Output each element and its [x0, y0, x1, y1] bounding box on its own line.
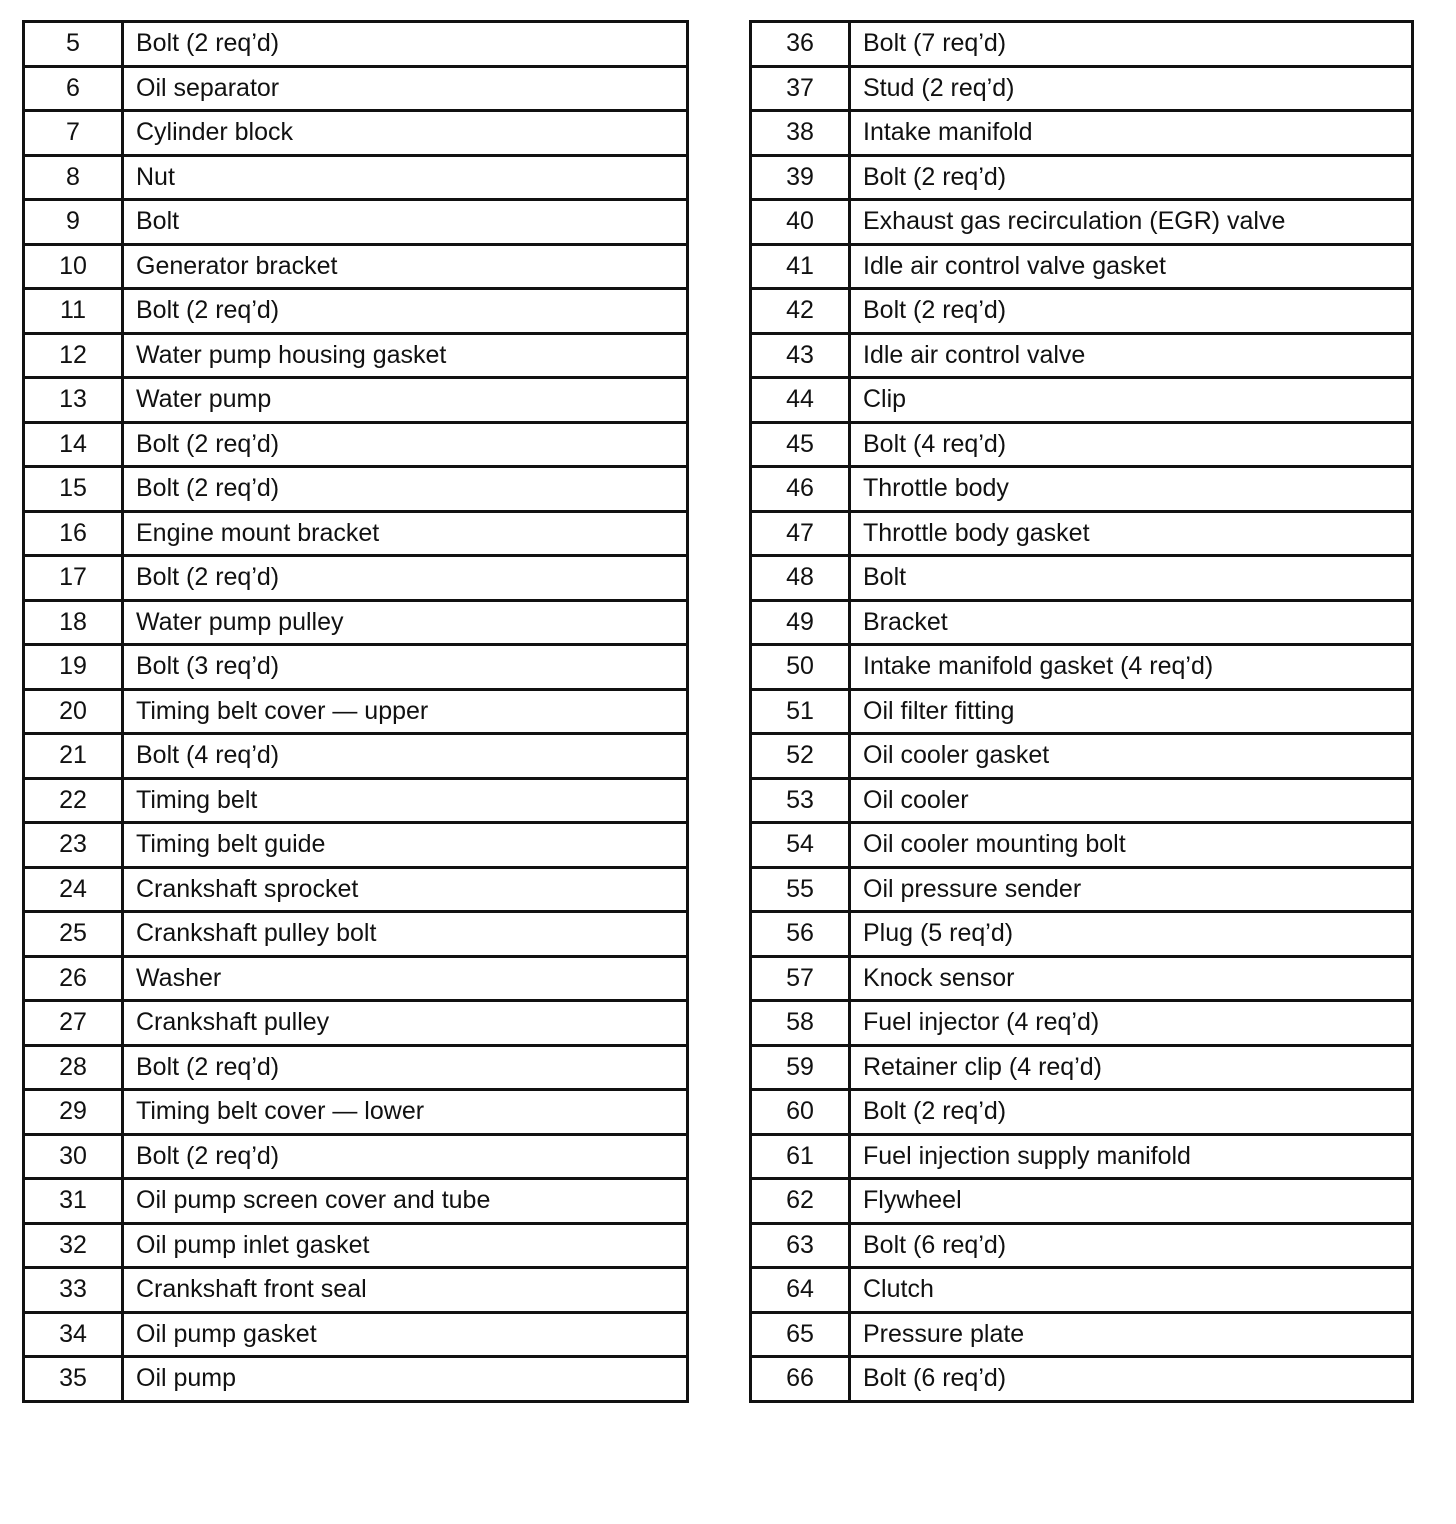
part-number: 6	[24, 66, 123, 111]
part-number: 48	[751, 556, 850, 601]
part-number: 47	[751, 511, 850, 556]
table-row	[751, 111, 1413, 156]
part-description: Bolt (2 req’d)	[123, 422, 688, 467]
part-description: Bolt (4 req’d)	[850, 422, 1413, 467]
part-number: 31	[24, 1179, 123, 1224]
part-description: Pressure plate	[850, 1312, 1413, 1357]
part-number: 34	[24, 1312, 123, 1357]
table-row	[751, 556, 1413, 601]
part-description: Oil pump screen cover and tube	[123, 1179, 688, 1224]
table-row	[24, 422, 688, 467]
part-number: 5	[24, 22, 123, 67]
part-description: Oil pressure sender	[850, 867, 1413, 912]
part-description: Engine mount bracket	[123, 511, 688, 556]
part-number: 7	[24, 111, 123, 156]
table-row	[24, 467, 688, 512]
part-number: 57	[751, 956, 850, 1001]
table-row	[751, 1357, 1413, 1402]
part-description: Bolt (2 req’d)	[850, 155, 1413, 200]
part-number: 54	[751, 823, 850, 868]
parts-table-left-body	[24, 22, 688, 1402]
part-description: Intake manifold gasket (4 req’d)	[850, 645, 1413, 690]
part-description: Bolt	[850, 556, 1413, 601]
part-description: Crankshaft front seal	[123, 1268, 688, 1313]
table-row	[751, 956, 1413, 1001]
table-row	[24, 511, 688, 556]
part-description: Generator bracket	[123, 244, 688, 289]
table-row	[751, 378, 1413, 423]
part-number: 51	[751, 689, 850, 734]
table-row	[24, 1357, 688, 1402]
part-description: Bolt (2 req’d)	[123, 1134, 688, 1179]
part-number: 22	[24, 778, 123, 823]
part-description: Fuel injector (4 req’d)	[850, 1001, 1413, 1046]
part-description: Bolt (2 req’d)	[123, 1045, 688, 1090]
part-number: 58	[751, 1001, 850, 1046]
table-row	[751, 200, 1413, 245]
part-description: Bolt (7 req’d)	[850, 22, 1413, 67]
part-number: 11	[24, 289, 123, 334]
part-description: Bolt (2 req’d)	[123, 22, 688, 67]
part-description: Cylinder block	[123, 111, 688, 156]
part-description: Flywheel	[850, 1179, 1413, 1224]
table-row	[24, 22, 688, 67]
part-description: Oil cooler gasket	[850, 734, 1413, 779]
part-number: 46	[751, 467, 850, 512]
part-number: 9	[24, 200, 123, 245]
table-row	[24, 1268, 688, 1313]
part-description: Idle air control valve	[850, 333, 1413, 378]
table-row	[751, 1090, 1413, 1135]
part-description: Intake manifold	[850, 111, 1413, 156]
part-number: 17	[24, 556, 123, 601]
part-description: Bolt (6 req’d)	[850, 1223, 1413, 1268]
part-description: Retainer clip (4 req’d)	[850, 1045, 1413, 1090]
part-number: 61	[751, 1134, 850, 1179]
part-number: 8	[24, 155, 123, 200]
part-number: 10	[24, 244, 123, 289]
part-description: Bolt (2 req’d)	[123, 289, 688, 334]
table-row	[751, 1045, 1413, 1090]
table-row	[24, 378, 688, 423]
table-row	[751, 1134, 1413, 1179]
table-row	[751, 22, 1413, 67]
part-description: Crankshaft pulley bolt	[123, 912, 688, 957]
part-description: Stud (2 req’d)	[850, 66, 1413, 111]
part-number: 49	[751, 600, 850, 645]
part-description: Bolt (2 req’d)	[850, 1090, 1413, 1135]
table-row	[24, 734, 688, 779]
part-description: Crankshaft sprocket	[123, 867, 688, 912]
part-number: 29	[24, 1090, 123, 1135]
part-number: 59	[751, 1045, 850, 1090]
part-number: 12	[24, 333, 123, 378]
part-number: 43	[751, 333, 850, 378]
part-description: Bolt (2 req’d)	[123, 467, 688, 512]
part-description: Knock sensor	[850, 956, 1413, 1001]
part-description: Oil filter fitting	[850, 689, 1413, 734]
part-number: 63	[751, 1223, 850, 1268]
part-number: 38	[751, 111, 850, 156]
table-row	[751, 1179, 1413, 1224]
part-description: Bolt (2 req’d)	[850, 289, 1413, 334]
part-number: 20	[24, 689, 123, 734]
part-description: Oil pump gasket	[123, 1312, 688, 1357]
part-description: Water pump housing gasket	[123, 333, 688, 378]
part-description: Exhaust gas recirculation (EGR) valve	[850, 200, 1413, 245]
table-row	[24, 155, 688, 200]
table-row	[751, 66, 1413, 111]
parts-table-left	[22, 20, 689, 1403]
table-row	[24, 66, 688, 111]
part-description: Oil pump inlet gasket	[123, 1223, 688, 1268]
table-row	[751, 244, 1413, 289]
part-number: 24	[24, 867, 123, 912]
part-description: Idle air control valve gasket	[850, 244, 1413, 289]
table-row	[751, 422, 1413, 467]
table-row	[24, 200, 688, 245]
part-number: 13	[24, 378, 123, 423]
table-row	[751, 289, 1413, 334]
part-number: 16	[24, 511, 123, 556]
part-number: 30	[24, 1134, 123, 1179]
part-number: 62	[751, 1179, 850, 1224]
table-row	[24, 1312, 688, 1357]
part-number: 15	[24, 467, 123, 512]
table-row	[24, 689, 688, 734]
table-row	[751, 467, 1413, 512]
part-number: 19	[24, 645, 123, 690]
part-description: Plug (5 req’d)	[850, 912, 1413, 957]
table-row	[751, 689, 1413, 734]
part-description: Washer	[123, 956, 688, 1001]
part-number: 45	[751, 422, 850, 467]
table-row	[751, 823, 1413, 868]
part-description: Clip	[850, 378, 1413, 423]
part-description: Oil separator	[123, 66, 688, 111]
table-row	[24, 1179, 688, 1224]
table-row	[24, 1001, 688, 1046]
table-row	[24, 333, 688, 378]
part-description: Crankshaft pulley	[123, 1001, 688, 1046]
table-row	[24, 956, 688, 1001]
part-number: 35	[24, 1357, 123, 1402]
table-row	[751, 333, 1413, 378]
table-row	[751, 734, 1413, 779]
part-number: 66	[751, 1357, 850, 1402]
parts-table-right	[749, 20, 1414, 1403]
part-number: 27	[24, 1001, 123, 1046]
part-description: Timing belt cover — upper	[123, 689, 688, 734]
part-number: 23	[24, 823, 123, 868]
part-description: Timing belt	[123, 778, 688, 823]
part-number: 64	[751, 1268, 850, 1313]
table-row	[24, 244, 688, 289]
part-number: 37	[751, 66, 850, 111]
part-description: Throttle body gasket	[850, 511, 1413, 556]
table-row	[751, 645, 1413, 690]
part-description: Bolt (3 req’d)	[123, 645, 688, 690]
table-row	[24, 600, 688, 645]
table-row	[751, 912, 1413, 957]
table-row	[751, 867, 1413, 912]
part-description: Bracket	[850, 600, 1413, 645]
part-number: 28	[24, 1045, 123, 1090]
part-description: Oil pump	[123, 1357, 688, 1402]
part-number: 33	[24, 1268, 123, 1313]
part-number: 44	[751, 378, 850, 423]
part-description: Timing belt cover — lower	[123, 1090, 688, 1135]
part-description: Water pump pulley	[123, 600, 688, 645]
part-description: Water pump	[123, 378, 688, 423]
table-row	[751, 1223, 1413, 1268]
table-row	[751, 1268, 1413, 1313]
table-row	[751, 778, 1413, 823]
part-description: Nut	[123, 155, 688, 200]
part-number: 40	[751, 200, 850, 245]
table-row	[24, 1223, 688, 1268]
table-row	[24, 823, 688, 868]
part-number: 32	[24, 1223, 123, 1268]
parts-table-right-body	[751, 22, 1413, 1402]
part-number: 60	[751, 1090, 850, 1135]
table-row	[751, 600, 1413, 645]
table-row	[24, 1134, 688, 1179]
part-description: Bolt	[123, 200, 688, 245]
part-number: 14	[24, 422, 123, 467]
part-description: Bolt (6 req’d)	[850, 1357, 1413, 1402]
table-row	[24, 778, 688, 823]
part-description: Throttle body	[850, 467, 1413, 512]
part-number: 25	[24, 912, 123, 957]
part-number: 21	[24, 734, 123, 779]
table-row	[751, 1001, 1413, 1046]
part-description: Fuel injection supply manifold	[850, 1134, 1413, 1179]
table-row	[24, 556, 688, 601]
part-number: 65	[751, 1312, 850, 1357]
part-description: Bolt (2 req’d)	[123, 556, 688, 601]
part-number: 36	[751, 22, 850, 67]
table-row	[24, 111, 688, 156]
part-number: 53	[751, 778, 850, 823]
table-row	[751, 1312, 1413, 1357]
table-row	[751, 155, 1413, 200]
part-number: 39	[751, 155, 850, 200]
part-number: 55	[751, 867, 850, 912]
table-row	[24, 867, 688, 912]
table-row	[24, 645, 688, 690]
part-description: Bolt (4 req’d)	[123, 734, 688, 779]
table-row	[751, 511, 1413, 556]
table-row	[24, 1090, 688, 1135]
part-number: 42	[751, 289, 850, 334]
part-description: Timing belt guide	[123, 823, 688, 868]
table-row	[24, 912, 688, 957]
part-number: 56	[751, 912, 850, 957]
part-description: Oil cooler mounting bolt	[850, 823, 1413, 868]
part-number: 50	[751, 645, 850, 690]
part-number: 18	[24, 600, 123, 645]
part-number: 41	[751, 244, 850, 289]
table-row	[24, 1045, 688, 1090]
part-number: 52	[751, 734, 850, 779]
part-description: Clutch	[850, 1268, 1413, 1313]
table-row	[24, 289, 688, 334]
part-description: Oil cooler	[850, 778, 1413, 823]
part-number: 26	[24, 956, 123, 1001]
